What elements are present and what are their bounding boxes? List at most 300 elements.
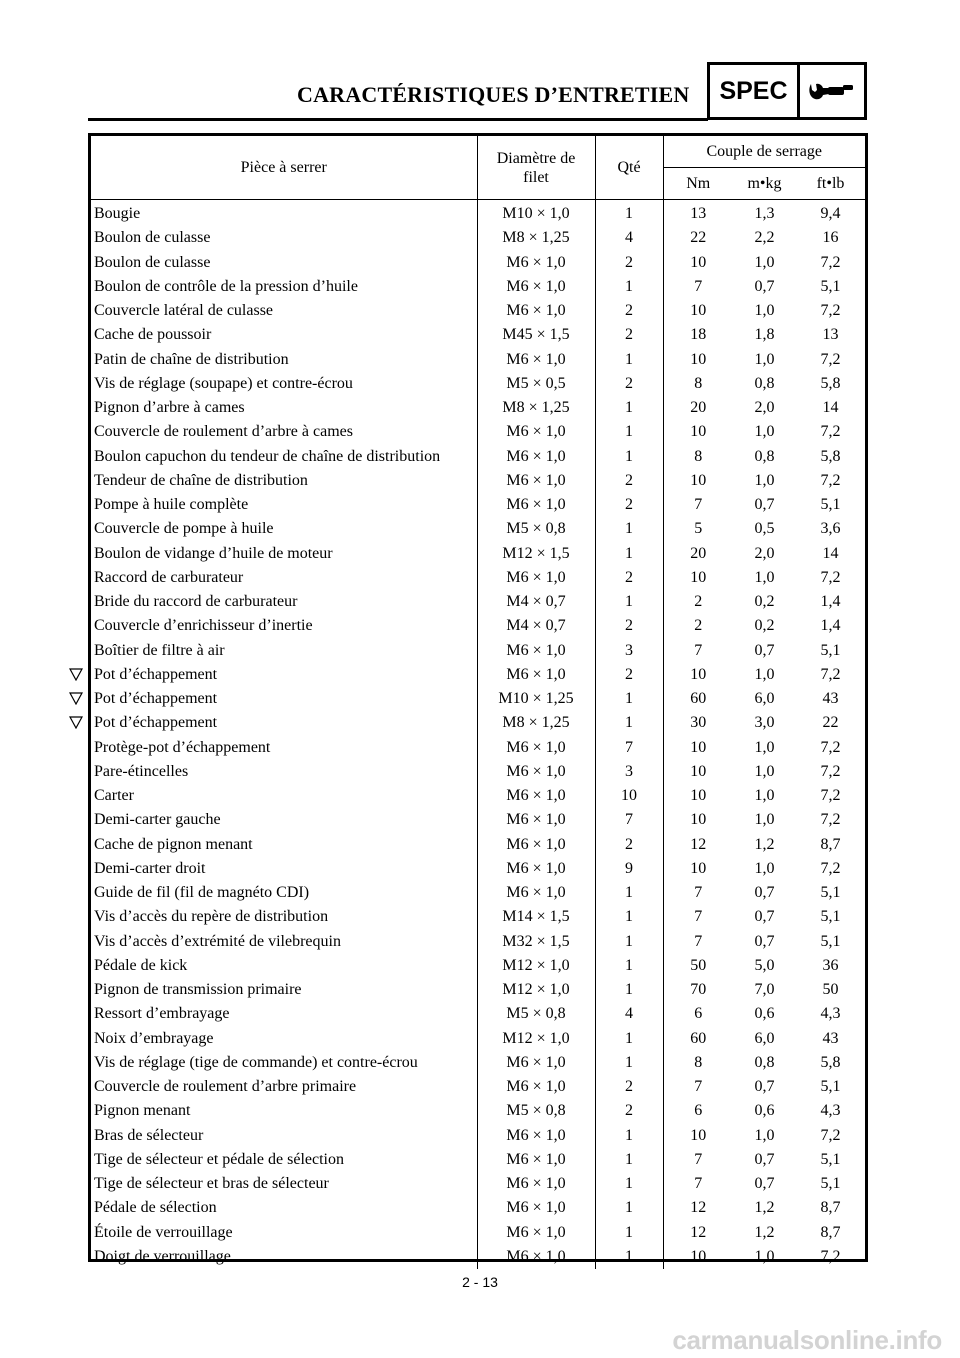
cell-piece: Pompe à huile complète [94,496,249,514]
cell-ftlb: 7,2 [820,738,841,756]
cell-diametre: M6 × 1,0 [477,251,595,275]
cell-mkg: 2,0 [754,399,775,417]
table-row [91,663,865,687]
cell-mkg: 1,0 [754,471,775,489]
cell-nm: 7 [663,275,733,299]
cell-piece: Boulon de contrôle de la pression d’huile [94,277,358,295]
wrench-icon [800,65,864,117]
page-number: 2 - 13 [462,1274,498,1290]
cell-piece: Pédale de sélection [94,1199,217,1217]
cell-piece: Protège-pot d’échappement [94,738,271,756]
cell-nm: 10 [663,857,733,881]
cell-mkg: 1,0 [754,350,775,368]
table-row [91,275,865,299]
cell-piece: Couvercle de pompe à huile [94,520,274,538]
cell-nm: 7 [663,881,733,905]
cell-ftlb: 7,2 [820,350,841,368]
cell-piece: Boulon de vidange d’huile de moteur [94,544,333,562]
cell-diametre: M6 × 1,0 [477,1245,595,1269]
cell-piece: Pot d’échappement [94,665,218,683]
cell-nm: 10 [663,1245,733,1269]
cell-ftlb: 5,1 [820,496,841,514]
cell-nm: 13 [663,200,733,227]
cell-diametre: M6 × 1,0 [477,881,595,905]
cell-qte: 1 [595,348,663,372]
cell-mkg: 1,0 [754,665,775,683]
cell-diametre: M6 × 1,0 [477,736,595,760]
cell-diametre: M5 × 0,8 [477,1099,595,1123]
table-row [91,542,865,566]
cell-nm: 10 [663,760,733,784]
cell-piece: Cache de pignon menant [94,835,253,853]
torque-table [88,133,868,1265]
cell-ftlb: 7,2 [820,1126,841,1144]
cell-piece: Noix d’embrayage [94,1029,214,1047]
cell-mkg: 0,7 [754,932,775,950]
cell-diametre: M5 × 0,8 [477,517,595,541]
cell-qte: 1 [595,275,663,299]
cell-piece: Pignon menant [94,1102,191,1120]
cell-diametre: M6 × 1,0 [477,299,595,323]
cell-qte: 1 [595,1027,663,1051]
cell-nm: 7 [663,1075,733,1099]
cell-nm: 10 [663,736,733,760]
table-row [91,566,865,590]
cell-nm: 8 [663,445,733,469]
cell-piece: Boulon de culasse [94,229,211,247]
header-ftlb: ft•lb [796,168,865,200]
cell-nm: 7 [663,905,733,929]
cell-ftlb: 7,2 [820,665,841,683]
cell-mkg: 1,0 [754,859,775,877]
cell-diametre: M6 × 1,0 [477,808,595,832]
cell-diametre: M12 × 1,0 [477,978,595,1002]
cell-nm: 8 [663,372,733,396]
cell-ftlb: 4,3 [820,1102,841,1120]
cell-diametre: M6 × 1,0 [477,566,595,590]
cell-piece: Pédale de kick [94,956,188,974]
cell-diametre: M6 × 1,0 [477,445,595,469]
cell-nm: 7 [663,1148,733,1172]
cell-diametre: M6 × 1,0 [477,760,595,784]
cell-piece: Vis de réglage (soupape) et contre-écrou [94,374,353,392]
cell-mkg: 0,8 [754,374,775,392]
cell-ftlb: 43 [822,690,839,708]
cell-diametre: M5 × 0,8 [477,1002,595,1026]
cell-ftlb: 3,6 [820,520,841,538]
cell-qte: 4 [595,226,663,250]
cell-diametre: M14 × 1,5 [477,905,595,929]
cell-qte: 2 [595,833,663,857]
triangle-marker-icon [69,691,83,705]
cell-nm: 12 [663,1196,733,1220]
cell-qte: 3 [595,639,663,663]
cell-diametre: M8 × 1,25 [477,396,595,420]
cell-diametre: M6 × 1,0 [477,1172,595,1196]
cell-ftlb: 7,2 [820,787,841,805]
cell-nm: 10 [663,808,733,832]
table-row [91,226,865,250]
cell-mkg: 1,0 [754,1126,775,1144]
cell-ftlb: 5,1 [820,932,841,950]
table-row [91,760,865,784]
cell-ftlb: 5,1 [820,641,841,659]
cell-qte: 2 [595,663,663,687]
cell-ftlb: 5,1 [820,908,841,926]
cell-qte: 1 [595,978,663,1002]
cell-nm: 12 [663,833,733,857]
cell-piece: Boulon de culasse [94,253,211,271]
table-row [91,1196,865,1220]
cell-nm: 7 [663,1172,733,1196]
header-piece: Pièce à serrer [91,136,477,200]
cell-piece: Vis d’accès du repère de distribution [94,908,329,926]
cell-piece: Carter [94,787,134,805]
cell-ftlb: 5,1 [820,884,841,902]
cell-mkg: 0,2 [754,617,775,635]
cell-diametre: M6 × 1,0 [477,275,595,299]
cell-qte: 9 [595,857,663,881]
cell-qte: 1 [595,590,663,614]
table-row [91,590,865,614]
table-row [91,396,865,420]
cell-ftlb: 16 [822,229,839,247]
cell-mkg: 0,2 [754,593,775,611]
cell-qte: 2 [595,566,663,590]
cell-diametre: M6 × 1,0 [477,1148,595,1172]
cell-piece: Couvercle latéral de culasse [94,302,274,320]
cell-ftlb: 9,4 [820,205,841,223]
title-underline [88,118,708,121]
spec-label: SPEC [710,65,800,117]
cell-piece: Bougie [94,205,141,223]
table-row [91,372,865,396]
cell-ftlb: 5,8 [820,1053,841,1071]
cell-mkg: 6,0 [754,690,775,708]
cell-qte: 7 [595,736,663,760]
watermark: carmanualsonline.info [672,1325,942,1355]
triangle-marker-icon [69,715,83,729]
header-qte: Qté [595,136,663,200]
cell-ftlb: 13 [822,326,839,344]
cell-mkg: 0,6 [754,1102,775,1120]
cell-piece: Vis de réglage (tige de commande) et contre-écrou [94,1053,418,1071]
cell-mkg: 1,0 [754,423,775,441]
table-row [91,200,865,227]
cell-piece: Ressort d’embrayage [94,1005,230,1023]
cell-nm: 10 [663,299,733,323]
cell-mkg: 1,0 [754,1247,775,1265]
cell-nm: 10 [663,348,733,372]
cell-piece: Couvercle de roulement d’arbre primaire [94,1078,357,1096]
cell-ftlb: 7,2 [820,302,841,320]
table-row [91,493,865,517]
cell-qte: 1 [595,930,663,954]
cell-diametre: M6 × 1,0 [477,348,595,372]
cell-diametre: M6 × 1,0 [477,1221,595,1245]
cell-piece: Demi-carter droit [94,859,206,877]
cell-mkg: 1,0 [754,253,775,271]
table-row [91,420,865,444]
table-row [91,833,865,857]
cell-qte: 1 [595,1148,663,1172]
table-row [91,857,865,881]
header-couple: Couple de serrage [663,136,865,168]
cell-diametre: M6 × 1,0 [477,857,595,881]
table-row [91,978,865,1002]
cell-qte: 7 [595,808,663,832]
table-row [91,1099,865,1123]
cell-qte: 2 [595,614,663,638]
table-row [91,323,865,347]
cell-nm: 70 [663,978,733,1002]
cell-qte: 1 [595,881,663,905]
cell-piece: Tige de sélecteur et bras de sélecteur [94,1175,329,1193]
cell-mkg: 1,2 [754,835,775,853]
cell-diametre: M6 × 1,0 [477,420,595,444]
cell-ftlb: 8,7 [820,1199,841,1217]
cell-mkg: 0,7 [754,1175,775,1193]
table-row [91,881,865,905]
cell-nm: 60 [663,1027,733,1051]
table-row [91,1221,865,1245]
cell-qte: 2 [595,299,663,323]
cell-diametre: M5 × 0,5 [477,372,595,396]
table-row [91,687,865,711]
cell-ftlb: 7,2 [820,811,841,829]
cell-ftlb: 5,1 [820,277,841,295]
cell-ftlb: 14 [822,399,839,417]
cell-ftlb: 22 [822,714,839,732]
cell-mkg: 0,5 [754,520,775,538]
cell-piece: Pot d’échappement [94,714,218,732]
cell-ftlb: 7,2 [820,471,841,489]
cell-diametre: M10 × 1,25 [477,687,595,711]
cell-mkg: 1,0 [754,568,775,586]
table-row [91,1172,865,1196]
cell-qte: 1 [595,1051,663,1075]
table-row [91,1124,865,1148]
cell-nm: 10 [663,566,733,590]
table-row [91,614,865,638]
cell-nm: 8 [663,1051,733,1075]
cell-nm: 50 [663,954,733,978]
cell-mkg: 1,0 [754,302,775,320]
cell-ftlb: 1,4 [820,617,841,635]
header-mkg: m•kg [733,168,796,200]
cell-piece: Pignon de transmission primaire [94,981,302,999]
table-row [91,1002,865,1026]
cell-qte: 2 [595,469,663,493]
cell-diametre: M6 × 1,0 [477,1196,595,1220]
cell-nm: 10 [663,251,733,275]
cell-diametre: M6 × 1,0 [477,639,595,663]
cell-mkg: 0,6 [754,1005,775,1023]
cell-qte: 1 [595,542,663,566]
cell-qte: 1 [595,1172,663,1196]
cell-nm: 12 [663,1221,733,1245]
cell-piece: Demi-carter gauche [94,811,221,829]
cell-qte: 2 [595,493,663,517]
cell-diametre: M45 × 1,5 [477,323,595,347]
cell-diametre: M6 × 1,0 [477,663,595,687]
table-row [91,1051,865,1075]
cell-mkg: 0,7 [754,496,775,514]
cell-nm: 10 [663,1124,733,1148]
cell-ftlb: 7,2 [820,568,841,586]
cell-piece: Boîtier de filtre à air [94,641,225,659]
cell-ftlb: 14 [822,544,839,562]
cell-nm: 30 [663,711,733,735]
cell-mkg: 3,0 [754,714,775,732]
cell-mkg: 1,2 [754,1199,775,1217]
cell-piece: Tige de sélecteur et pédale de sélection [94,1150,344,1168]
cell-qte: 2 [595,1075,663,1099]
cell-mkg: 0,7 [754,641,775,659]
table-row [91,905,865,929]
cell-ftlb: 50 [822,981,839,999]
table-row [91,930,865,954]
cell-diametre: M32 × 1,5 [477,930,595,954]
table-row [91,1075,865,1099]
cell-ftlb: 7,2 [820,423,841,441]
cell-diametre: M6 × 1,0 [477,469,595,493]
cell-piece: Tendeur de chaîne de distribution [94,471,308,489]
cell-qte: 1 [595,1245,663,1269]
cell-diametre: M6 × 1,0 [477,1124,595,1148]
cell-piece: Boulon capuchon du tendeur de chaîne de distribution [94,447,441,465]
cell-qte: 2 [595,372,663,396]
cell-ftlb: 5,1 [820,1175,841,1193]
cell-mkg: 1,2 [754,1223,775,1241]
table-row [91,1027,865,1051]
cell-nm: 7 [663,493,733,517]
table-row [91,299,865,323]
cell-qte: 4 [595,1002,663,1026]
cell-piece: Étoile de verrouillage [94,1223,233,1241]
cell-nm: 6 [663,1002,733,1026]
cell-piece: Doigt de verrouillage [94,1247,231,1265]
cell-ftlb: 36 [822,956,839,974]
cell-diametre: M6 × 1,0 [477,833,595,857]
cell-diametre: M6 × 1,0 [477,784,595,808]
cell-ftlb: 7,2 [820,762,841,780]
cell-nm: 10 [663,663,733,687]
table-row [91,639,865,663]
cell-ftlb: 8,7 [820,1223,841,1241]
table-row [91,736,865,760]
table-row [91,469,865,493]
cell-qte: 1 [595,711,663,735]
cell-mkg: 0,7 [754,884,775,902]
cell-ftlb: 5,8 [820,447,841,465]
cell-qte: 1 [595,200,663,227]
cell-piece: Pignon d’arbre à cames [94,399,245,417]
cell-mkg: 0,8 [754,1053,775,1071]
cell-diametre: M8 × 1,25 [477,226,595,250]
cell-nm: 20 [663,396,733,420]
cell-ftlb: 1,4 [820,593,841,611]
cell-diametre: M10 × 1,0 [477,200,595,227]
cell-piece: Couvercle d’enrichisseur d’inertie [94,617,313,635]
cell-qte: 1 [595,905,663,929]
cell-mkg: 5,0 [754,956,775,974]
header-diametre: Diamètre de filet [477,136,595,200]
cell-qte: 2 [595,251,663,275]
cell-diametre: M12 × 1,0 [477,1027,595,1051]
cell-piece: Vis d’accès d’extrémité de vilebrequin [94,932,341,950]
cell-ftlb: 7,2 [820,859,841,877]
cell-qte: 1 [595,1221,663,1245]
table-row [91,517,865,541]
cell-qte: 2 [595,1099,663,1123]
cell-qte: 1 [595,954,663,978]
cell-diametre: M6 × 1,0 [477,1075,595,1099]
cell-mkg: 0,7 [754,1078,775,1096]
cell-qte: 1 [595,396,663,420]
cell-qte: 1 [595,1196,663,1220]
cell-piece: Cache de poussoir [94,326,212,344]
cell-qte: 2 [595,323,663,347]
cell-qte: 1 [595,445,663,469]
page-title: CARACTÉRISTIQUES D’ENTRETIEN [297,82,690,107]
cell-ftlb: 5,1 [820,1078,841,1096]
cell-mkg: 2,0 [754,544,775,562]
table-row [91,954,865,978]
cell-nm: 20 [663,542,733,566]
cell-nm: 2 [663,614,733,638]
cell-qte: 3 [595,760,663,784]
cell-mkg: 1,3 [754,205,775,223]
cell-ftlb: 43 [822,1029,839,1047]
cell-diametre: M12 × 1,5 [477,542,595,566]
cell-diametre: M12 × 1,0 [477,954,595,978]
table-row [91,348,865,372]
cell-nm: 10 [663,420,733,444]
spec-badge [707,62,867,120]
cell-ftlb: 7,2 [820,1247,841,1265]
cell-nm: 7 [663,930,733,954]
cell-mkg: 0,7 [754,277,775,295]
cell-nm: 60 [663,687,733,711]
cell-nm: 10 [663,784,733,808]
cell-mkg: 7,0 [754,981,775,999]
cell-piece: Bras de sélecteur [94,1126,204,1144]
cell-qte: 1 [595,687,663,711]
cell-piece: Bride du raccord de carburateur [94,593,298,611]
cell-qte: 10 [595,784,663,808]
cell-nm: 2 [663,590,733,614]
cell-ftlb: 4,3 [820,1005,841,1023]
triangle-marker-icon [69,667,83,681]
cell-mkg: 1,0 [754,811,775,829]
cell-qte: 1 [595,1124,663,1148]
table-row [91,1245,865,1269]
cell-mkg: 1,0 [754,787,775,805]
cell-qte: 1 [595,517,663,541]
table-row [91,784,865,808]
cell-nm: 5 [663,517,733,541]
header-nm: Nm [663,168,733,200]
cell-piece: Raccord de carburateur [94,568,244,586]
cell-mkg: 0,8 [754,447,775,465]
cell-piece: Guide de fil (fil de magnéto CDI) [94,884,310,902]
cell-piece: Pare-étincelles [94,762,189,780]
cell-mkg: 2,2 [754,229,775,247]
cell-nm: 6 [663,1099,733,1123]
cell-diametre: M8 × 1,25 [477,711,595,735]
cell-mkg: 0,7 [754,908,775,926]
